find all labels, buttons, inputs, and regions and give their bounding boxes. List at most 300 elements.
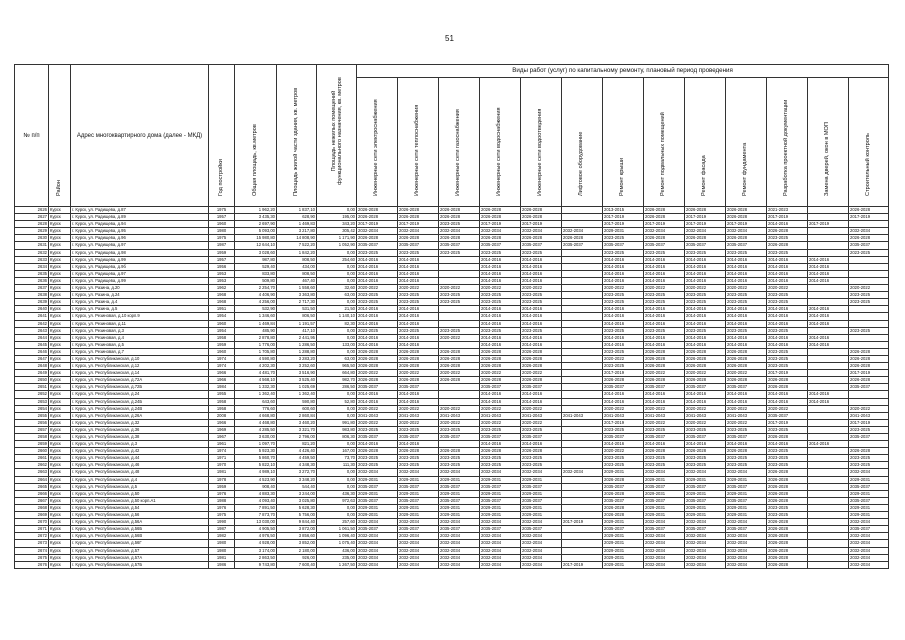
cell-work-period: 2029-2031 — [685, 490, 726, 497]
cell-nonres-area: 0,00 — [317, 476, 357, 483]
cell-num: 2646 — [15, 348, 49, 355]
cell-work-period: 2035-2037 — [357, 497, 398, 504]
cell-work-period: 2017-2019 — [562, 561, 603, 568]
cell-num: 2642 — [15, 320, 49, 327]
cell-address: г. Курск, ул. Республиканская, д.32 — [71, 419, 209, 426]
header-total-area: Общая площадь, кв.метров — [235, 65, 277, 207]
cell-work-period — [849, 341, 889, 348]
cell-work-period: 2014-2016 — [726, 270, 767, 277]
cell-num: 2643 — [15, 327, 49, 334]
cell-work-period: 2014-2016 — [808, 341, 849, 348]
cell-nonres-area: 73,70 — [317, 455, 357, 462]
cell-work-period: 2020-2022 — [357, 370, 398, 377]
cell-work-period: 2032-2034 — [849, 554, 889, 561]
cell-work-period: 2032-2034 — [685, 228, 726, 235]
cell-district: Курск — [49, 561, 71, 568]
cell-work-period: 2026-2028 — [480, 355, 521, 362]
cell-work-period: 2026-2028 — [767, 533, 808, 540]
cell-work-period: 2023-2025 — [521, 299, 562, 306]
cell-work-period: 2020-2022 — [398, 370, 439, 377]
cell-work-period: 2017-2019 — [849, 214, 889, 221]
cell-work-period: 2014-2016 — [521, 277, 562, 284]
cell-work-period: 2017-2019 — [685, 221, 726, 228]
cell-year: 1958 — [209, 334, 235, 341]
cell-work-period — [849, 320, 889, 327]
cell-address: г. Курск, ул. Республиканская, д.57А — [71, 554, 209, 561]
cell-nonres-area: 0,00 — [317, 249, 357, 256]
cell-address: г. Курск, ул. Республиканская, д.24В — [71, 405, 209, 412]
cell-work-period: 2026-2028 — [767, 561, 808, 568]
cell-nonres-area: 343,20 — [317, 221, 357, 228]
cell-address: г. Курск, ул. Разина, д.20 — [71, 285, 209, 292]
cell-work-period: 2032-2034 — [439, 228, 480, 235]
cell-district: Курск — [49, 547, 71, 554]
cell-work-period: 2029-2031 — [603, 554, 644, 561]
cell-total-area: 4 976,50 — [235, 533, 277, 540]
cell-address: г. Курск, ул. Республиканская, д.36 — [71, 426, 209, 433]
cell-work-period: 2026-2028 — [521, 377, 562, 384]
cell-num: 2635 — [15, 270, 49, 277]
cell-work-period — [562, 483, 603, 490]
cell-living-area: 3 217,80 — [277, 228, 317, 235]
cell-work-period: 2026-2028 — [685, 348, 726, 355]
cell-address: г. Курск, ул. Республиканская, д.50 — [71, 490, 209, 497]
cell-work-period: 2014-2016 — [644, 256, 685, 263]
cell-work-period: 2023-2025 — [439, 299, 480, 306]
cell-work-period: 2032-2034 — [357, 469, 398, 476]
cell-work-period: 2014-2016 — [685, 391, 726, 398]
cell-work-period: 2035-2037 — [357, 384, 398, 391]
cell-work-period: 2020-2022 — [480, 370, 521, 377]
cell-district: Курск — [49, 235, 71, 242]
cell-work-period: 2023-2025 — [603, 249, 644, 256]
cell-address: г. Курск, ул. Республиканская, д.56Б — [71, 526, 209, 533]
cell-num: 2671 — [15, 526, 49, 533]
cell-work-period: 2029-2031 — [726, 504, 767, 511]
cell-nonres-area: 32,60 — [317, 285, 357, 292]
cell-work-period: 2032-2034 — [521, 561, 562, 568]
cell-work-period — [808, 235, 849, 242]
cell-work-period: 2032-2034 — [480, 533, 521, 540]
cell-work-period — [562, 313, 603, 320]
cell-total-area: 4 468,80 — [235, 419, 277, 426]
cell-work-period: 2014-2016 — [644, 398, 685, 405]
cell-work-period: 2014-2016 — [480, 306, 521, 313]
cell-work-period — [562, 306, 603, 313]
cell-work-period: 2026-2028 — [357, 214, 398, 221]
cell-work-period: 2020-2022 — [644, 419, 685, 426]
cell-work-period: 2041-2043 — [562, 412, 603, 419]
cell-work-period: 2032-2034 — [644, 519, 685, 526]
cell-address: г. Курск, ул. Радищева, д.97 — [71, 270, 209, 277]
cell-work-period: 2014-2016 — [808, 277, 849, 284]
cell-work-period: 2026-2028 — [357, 207, 398, 214]
cell-num: 2675 — [15, 554, 49, 561]
cell-living-area: 3 252,60 — [277, 363, 317, 370]
cell-num: 2665 — [15, 483, 49, 490]
cell-district: Курск — [49, 469, 71, 476]
cell-nonres-area: 82,30 — [317, 320, 357, 327]
cell-total-area: 908,40 — [235, 483, 277, 490]
cell-work-period: 2035-2037 — [644, 526, 685, 533]
cell-num: 2664 — [15, 476, 49, 483]
cell-work-period: 2023-2025 — [849, 327, 889, 334]
cell-num: 2633 — [15, 256, 49, 263]
cell-work-period: 2029-2031 — [849, 512, 889, 519]
cell-work-period: 2014-2016 — [480, 391, 521, 398]
cell-address: г. Курск, ул. Республиканская, д.14 — [71, 370, 209, 377]
cell-work-period: 2041-2043 — [603, 412, 644, 419]
cell-work-period: 2026-2028 — [398, 448, 439, 455]
cell-work-period: 2014-2016 — [726, 306, 767, 313]
cell-living-area: 531,50 — [277, 306, 317, 313]
cell-work-period: 2014-2016 — [398, 441, 439, 448]
cell-num: 2656 — [15, 419, 49, 426]
cell-work-period: 2032-2034 — [644, 533, 685, 540]
table-row — [15, 455, 889, 462]
cell-year: 1966 — [209, 377, 235, 384]
cell-living-area: 3 348,20 — [277, 476, 317, 483]
cell-work-period: 2014-2016 — [685, 398, 726, 405]
cell-work-period — [808, 412, 849, 419]
cell-work-period: 2023-2025 — [398, 249, 439, 256]
cell-work-period: 2014-2016 — [521, 256, 562, 263]
cell-work-period: 2014-2016 — [357, 313, 398, 320]
cell-nonres-area: 664,80 — [317, 370, 357, 377]
cell-work-period: 2014-2016 — [644, 334, 685, 341]
table-row — [15, 554, 889, 561]
cell-year: 1978 — [209, 476, 235, 483]
cell-district: Курск — [49, 398, 71, 405]
cell-work-period: 2029-2031 — [398, 490, 439, 497]
cell-work-period: 2026-2028 — [767, 242, 808, 249]
cell-work-period: 2035-2037 — [439, 242, 480, 249]
cell-work-period: 2014-2016 — [808, 270, 849, 277]
cell-work-period: 2014-2016 — [603, 313, 644, 320]
cell-work-period: 2014-2016 — [726, 391, 767, 398]
cell-work-period — [562, 476, 603, 483]
cell-work-period: 2026-2028 — [767, 434, 808, 441]
cell-work-period: 2020-2022 — [644, 370, 685, 377]
table-row — [15, 285, 889, 292]
cell-work-period: 2032-2034 — [644, 540, 685, 547]
cell-work-period: 2023-2025 — [480, 299, 521, 306]
cell-year: 1981 — [209, 554, 235, 561]
cell-work-period: 2014-2016 — [603, 306, 644, 313]
cell-work-period: 2032-2034 — [521, 533, 562, 540]
cell-work-period: 2023-2025 — [521, 249, 562, 256]
cell-living-area: 3 872,00 — [277, 526, 317, 533]
cell-work-period: 2020-2022 — [357, 419, 398, 426]
cell-work-period: 2017-2019 — [808, 221, 849, 228]
cell-work-period: 2020-2022 — [767, 405, 808, 412]
cell-work-period: 2023-2025 — [767, 455, 808, 462]
cell-work-period — [562, 327, 603, 334]
cell-work-period: 2026-2028 — [521, 207, 562, 214]
cell-district: Курск — [49, 426, 71, 433]
cell-work-period — [562, 490, 603, 497]
cell-total-area: 5 822,10 — [235, 462, 277, 469]
cell-work-period: 2014-2016 — [644, 277, 685, 284]
cell-work-period: 2032-2034 — [849, 561, 889, 568]
cell-work-period: 2014-2016 — [603, 263, 644, 270]
cell-year: 1959 — [209, 341, 235, 348]
cell-work-period — [808, 462, 849, 469]
cell-work-period: 2023-2025 — [439, 292, 480, 299]
cell-work-period: 2014-2016 — [767, 391, 808, 398]
cell-work-period: 2041-2043 — [357, 412, 398, 419]
table-row — [15, 306, 889, 313]
cell-work-period: 2032-2034 — [439, 540, 480, 547]
cell-work-period: 2014-2016 — [726, 256, 767, 263]
cell-total-area: 4 590,80 — [235, 355, 277, 362]
cell-work-period: 2032-2034 — [398, 228, 439, 235]
cell-work-period: 2020-2022 — [439, 285, 480, 292]
cell-address: г. Курск, ул. Радищева, д.89 — [71, 214, 209, 221]
cell-work-period: 2014-2016 — [726, 341, 767, 348]
cell-work-period: 2014-2016 — [726, 398, 767, 405]
cell-district: Курск — [49, 242, 71, 249]
cell-work-period: 2026-2028 — [767, 490, 808, 497]
table-row — [15, 426, 889, 433]
table-header — [15, 65, 889, 207]
cell-work-period: 2026-2028 — [726, 235, 767, 242]
cell-year: 1975 — [209, 512, 235, 519]
cell-work-period: 2029-2031 — [849, 476, 889, 483]
cell-work-period: 2032-2034 — [521, 554, 562, 561]
cell-work-period: 2014-2016 — [357, 263, 398, 270]
cell-work-period: 2026-2028 — [644, 235, 685, 242]
cell-work-period: 2023-2025 — [398, 292, 439, 299]
table-row — [15, 391, 889, 398]
cell-work-period: 2023-2025 — [685, 292, 726, 299]
cell-work-period: 2020-2022 — [480, 285, 521, 292]
cell-district: Курск — [49, 348, 71, 355]
cell-total-area: 1 469,84 — [235, 320, 277, 327]
cell-work-period: 2026-2028 — [726, 363, 767, 370]
cell-work-period: 2020-2022 — [849, 405, 889, 412]
cell-work-period: 2026-2028 — [726, 377, 767, 384]
cell-district: Курск — [49, 299, 71, 306]
cell-work-period: 2029-2031 — [521, 490, 562, 497]
cell-address: г. Курск, ул. Резиновая, д.11 — [71, 320, 209, 327]
cell-work-period: 2032-2034 — [849, 228, 889, 235]
cell-work-period — [808, 490, 849, 497]
cell-work-period — [562, 221, 603, 228]
cell-work-period: 2026-2028 — [480, 448, 521, 455]
cell-work-period — [849, 270, 889, 277]
cell-district: Курск — [49, 228, 71, 235]
cell-work-period: 2020-2022 — [726, 285, 767, 292]
cell-district: Курск — [49, 207, 71, 214]
cell-work-period: 2023-2025 — [521, 426, 562, 433]
cell-work-period: 2026-2028 — [480, 363, 521, 370]
cell-address: г. Курск, ул. Республиканская, д.38 — [71, 434, 209, 441]
cell-work-period: 2026-2028 — [849, 448, 889, 455]
header-works-group: Виды работ (услуг) по капитальному ремонту, плановый период проведения — [357, 65, 889, 78]
cell-work-period: 2020-2022 — [439, 419, 480, 426]
cell-work-period — [808, 292, 849, 299]
cell-work-period: 2026-2028 — [439, 377, 480, 384]
cell-work-period: 2014-2016 — [767, 341, 808, 348]
table-row — [15, 370, 889, 377]
cell-work-period: 2029-2031 — [603, 519, 644, 526]
cell-work-period: 2032-2034 — [726, 561, 767, 568]
cell-work-period: 2026-2028 — [767, 469, 808, 476]
cell-work-period: 2014-2016 — [398, 341, 439, 348]
cell-address: г. Курск, ул. Резиновая, д.3 — [71, 327, 209, 334]
header-district: Район — [49, 65, 71, 207]
cell-work-period: 2014-2016 — [726, 320, 767, 327]
cell-work-period: 2023-2025 — [521, 292, 562, 299]
cell-work-period: 2023-2025 — [849, 455, 889, 462]
cell-work-period: 2035-2037 — [398, 526, 439, 533]
cell-num: 2672 — [15, 533, 49, 540]
cell-work-period: 2014-2016 — [603, 441, 644, 448]
cell-work-period: 2026-2028 — [767, 526, 808, 533]
cell-work-period — [562, 398, 603, 405]
cell-work-period: 2026-2028 — [767, 483, 808, 490]
cell-district: Курск — [49, 455, 71, 462]
cell-year: 1968 — [209, 299, 235, 306]
header-work-0: Инженерные сети электроснабжения — [357, 78, 398, 207]
cell-work-period: 2035-2037 — [685, 242, 726, 249]
cell-work-period: 2014-2016 — [644, 313, 685, 320]
cell-work-period: 2014-2016 — [726, 263, 767, 270]
cell-work-period: 2029-2031 — [521, 476, 562, 483]
cell-work-period — [808, 476, 849, 483]
cell-work-period: 2029-2031 — [644, 512, 685, 519]
cell-work-period: 2026-2028 — [480, 214, 521, 221]
cell-district: Курск — [49, 533, 71, 540]
cell-living-area: 628,90 — [277, 214, 317, 221]
cell-work-period: 2014-2016 — [767, 441, 808, 448]
cell-work-period: 2035-2037 — [603, 526, 644, 533]
cell-work-period: 2023-2025 — [603, 462, 644, 469]
cell-living-area: 2 441,95 — [277, 334, 317, 341]
cell-work-period: 2014-2016 — [808, 391, 849, 398]
cell-work-period: 2014-2016 — [521, 398, 562, 405]
cell-work-period: 2023-2025 — [644, 455, 685, 462]
cell-work-period — [562, 434, 603, 441]
cell-work-period: 2026-2028 — [685, 355, 726, 362]
cell-work-period: 2032-2034 — [439, 533, 480, 540]
cell-work-period: 2014-2016 — [767, 221, 808, 228]
cell-work-period: 2035-2037 — [644, 384, 685, 391]
cell-work-period: 2023-2025 — [439, 221, 480, 228]
cell-work-period: 2035-2037 — [603, 434, 644, 441]
table-row — [15, 398, 889, 405]
cell-work-period — [808, 355, 849, 362]
cell-work-period: 2029-2031 — [644, 504, 685, 511]
cell-work-period: 2014-2016 — [603, 320, 644, 327]
cell-work-period: 2026-2028 — [398, 207, 439, 214]
cell-year: 1974 — [209, 448, 235, 455]
cell-district: Курск — [49, 370, 71, 377]
cell-work-period: 2026-2028 — [480, 207, 521, 214]
cell-work-period — [562, 554, 603, 561]
table-row — [15, 355, 889, 362]
cell-work-period: 2014-2016 — [398, 334, 439, 341]
cell-district: Курск — [49, 497, 71, 504]
cell-living-area: 417,10 — [277, 327, 317, 334]
cell-work-period — [808, 512, 849, 519]
cell-work-period: 2035-2037 — [603, 242, 644, 249]
cell-work-period: 2035-2037 — [521, 434, 562, 441]
cell-work-period — [849, 441, 889, 448]
cell-work-period: 2032-2034 — [521, 228, 562, 235]
cell-address: г. Курск, ул. Республиканская, д.24Б — [71, 398, 209, 405]
cell-work-period — [562, 547, 603, 554]
cell-work-period: 2014-2016 — [480, 441, 521, 448]
cell-work-period: 2023-2025 — [767, 355, 808, 362]
cell-work-period: 2014-2016 — [357, 256, 398, 263]
cell-work-period: 2029-2031 — [398, 504, 439, 511]
cell-total-area: 4 093,40 — [235, 497, 277, 504]
cell-year: 1970 — [209, 462, 235, 469]
cell-work-period: 2026-2028 — [357, 348, 398, 355]
cell-work-period: 2020-2022 — [685, 285, 726, 292]
cell-work-period: 2014-2016 — [521, 270, 562, 277]
cell-work-period: 2026-2028 — [603, 504, 644, 511]
cell-work-period: 2020-2022 — [521, 419, 562, 426]
cell-address: г. Курск, ул. Республиканская, д.44 — [71, 455, 209, 462]
cell-work-period: 2014-2016 — [603, 398, 644, 405]
cell-nonres-area: 235,00 — [317, 554, 357, 561]
cell-district: Курск — [49, 327, 71, 334]
cell-work-period: 2023-2025 — [726, 462, 767, 469]
cell-work-period: 2032-2034 — [439, 561, 480, 568]
cell-total-area: 4 883,30 — [235, 490, 277, 497]
cell-work-period: 2035-2037 — [603, 384, 644, 391]
cell-work-period: 2032-2034 — [726, 533, 767, 540]
cell-total-area: 5 093,00 — [235, 228, 277, 235]
cell-living-area: 4 348,30 — [277, 462, 317, 469]
cell-work-period: 2014-2016 — [603, 256, 644, 263]
cell-address: г. Курск, ул. Республиканская, д.50 корп.А1 — [71, 497, 209, 504]
cell-total-area: 833,80 — [235, 270, 277, 277]
cell-work-period: 2023-2025 — [644, 292, 685, 299]
cell-work-period: 2023-2025 — [480, 292, 521, 299]
cell-work-period: 2026-2028 — [726, 448, 767, 455]
cell-work-period: 2023-2025 — [357, 455, 398, 462]
table-row — [15, 504, 889, 511]
cell-work-period: 2014-2016 — [480, 313, 521, 320]
table-row — [15, 540, 889, 547]
cell-work-period: 2014-2016 — [480, 320, 521, 327]
cell-nonres-area: 0,00 — [317, 405, 357, 412]
cell-work-period: 2014-2016 — [357, 441, 398, 448]
cell-work-period — [439, 320, 480, 327]
cell-work-period: 2026-2028 — [767, 547, 808, 554]
cell-work-period: 2035-2037 — [398, 483, 439, 490]
cell-work-period — [808, 469, 849, 476]
cell-address: г. Курск, ул. Республиканская, д.54 — [71, 504, 209, 511]
cell-work-period: 2023-2025 — [521, 462, 562, 469]
cell-work-period — [808, 547, 849, 554]
cell-total-area: 1 962,20 — [235, 207, 277, 214]
cell-num: 2649 — [15, 370, 49, 377]
cell-total-area: 7 891,50 — [235, 504, 277, 511]
cell-work-period: 2035-2037 — [398, 242, 439, 249]
cell-work-period — [562, 285, 603, 292]
cell-work-period: 2026-2028 — [439, 448, 480, 455]
cell-work-period: 2023-2025 — [644, 327, 685, 334]
cell-work-period — [562, 504, 603, 511]
cell-living-area: 2 796,00 — [277, 434, 317, 441]
cell-work-period — [562, 292, 603, 299]
table-row — [15, 292, 889, 299]
